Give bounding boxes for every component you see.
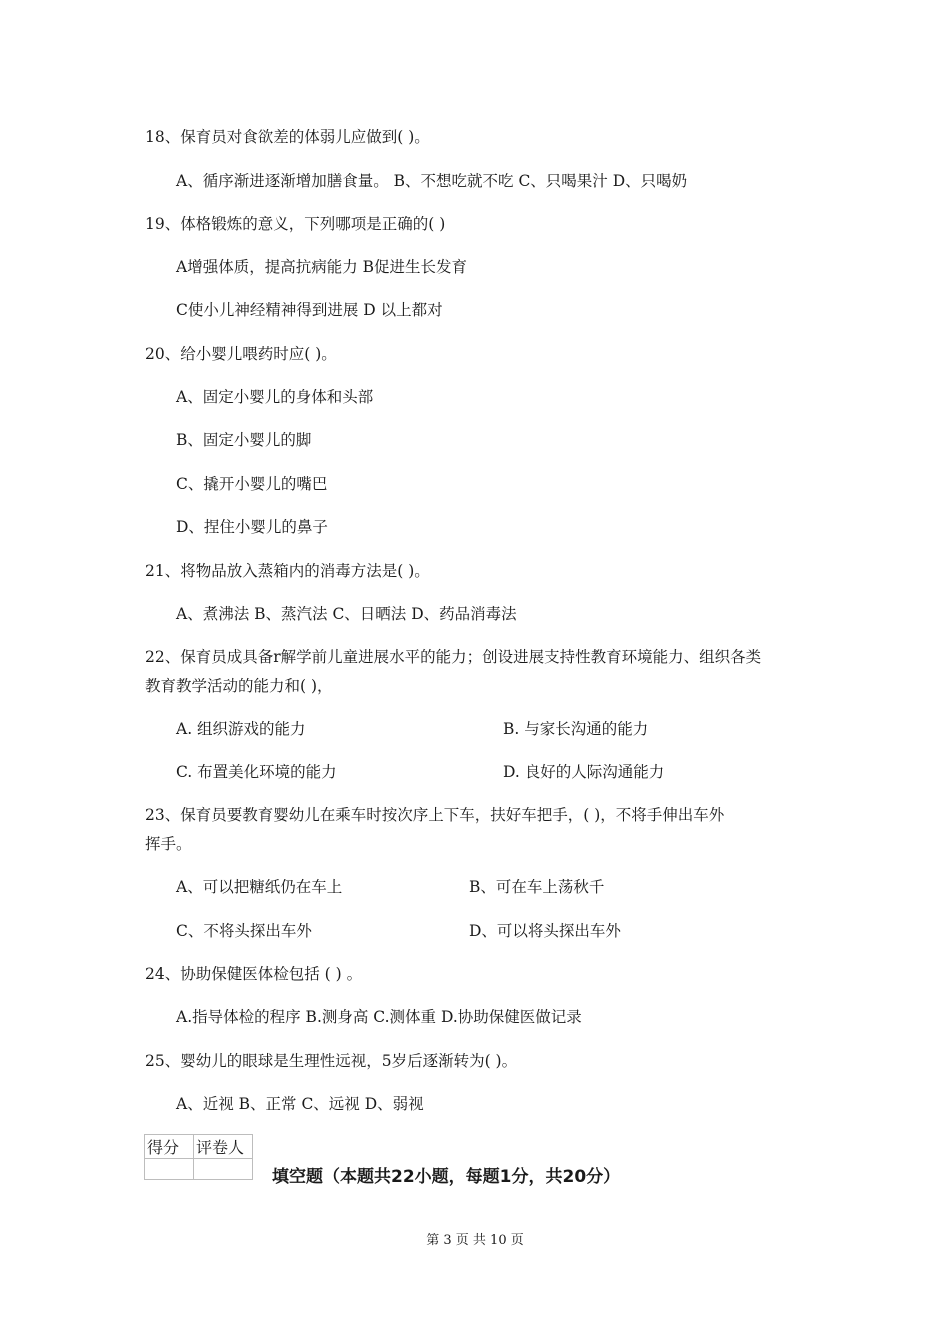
question-20-option-b: B、固定小婴儿的脚 [176,431,312,449]
question-25: 25、婴幼儿的眼球是生理性远视，5岁后逐渐转为( )。 [145,1052,518,1070]
question-21: 21、将物品放入蒸箱内的消毒方法是( )。 [145,562,430,580]
question-22-option-c: C. 布置美化环境的能力 [176,763,337,781]
question-19-options-row1: A增强体质，提高抗病能力 B促进生长发育 [176,258,468,276]
score-table [144,1134,253,1180]
page-footer: 第 3 页 共 10 页 [426,1233,524,1248]
question-18: 18、保育员对食欲差的体弱儿应做到( )。 [145,128,430,146]
question-21-options: A、煮沸法 B、蒸汽法 C、日晒法 D、药品消毒法 [176,605,517,623]
section-title: 填空题（本题共22小题，每题1分，共20分） [272,1167,621,1187]
question-19-options-row2: C使小儿神经精神得到进展 D 以上都对 [176,301,443,319]
question-23-option-d: D、可以将头探出车外 [469,922,621,940]
question-22: 22、保育员成具备r解学前儿童进展水平的能力；创设进展支持性教育环境能力、组织各类 [145,648,762,666]
question-19: 19、体格锻炼的意义，下列哪项是正确的( ) [145,215,446,233]
question-23-option-b: B、可在车上荡秋千 [469,878,605,896]
question-20: 20、给小婴儿喂药时应( )。 [145,345,337,363]
question-20-option-a: A、固定小婴儿的身体和头部 [176,388,374,406]
question-22-cont: 教育教学活动的能力和( )， [145,677,333,695]
grader-cell [194,1159,253,1180]
question-23: 23、保育员要教育婴幼儿在乘车时按次序上下车，扶好车把手，( )，不将手伸出车外 [145,806,725,824]
question-20-option-d: D、捏住小婴儿的鼻子 [176,518,328,536]
question-22-option-b: B. 与家长沟通的能力 [503,720,649,738]
question-23-option-c: C、不将头探出车外 [176,922,312,940]
question-18-options: A、循序渐进逐渐增加膳食量。 B、不想吃就不吃 C、只喝果汁 D、只喝奶 [176,172,688,190]
question-22-option-a: A. 组织游戏的能力 [176,720,306,738]
score-header: 得分 [145,1135,194,1159]
question-24-options: A.指导体检的程序 B.测身高 C.测体重 D.协助保健医做记录 [176,1008,582,1026]
grader-header: 评卷人 [194,1135,253,1159]
question-20-option-c: C、撬开小婴儿的嘴巴 [176,475,328,493]
question-22-option-d: D. 良好的人际沟通能力 [503,763,665,781]
question-24: 24、协助保健医体检包括 ( ) 。 [145,965,363,983]
question-23-option-a: A、可以把糖纸仍在车上 [176,878,343,896]
question-25-options: A、近视 B、正常 C、远视 D、弱视 [176,1095,424,1113]
score-cell [145,1159,194,1180]
question-23-cont: 挥手。 [145,835,192,853]
